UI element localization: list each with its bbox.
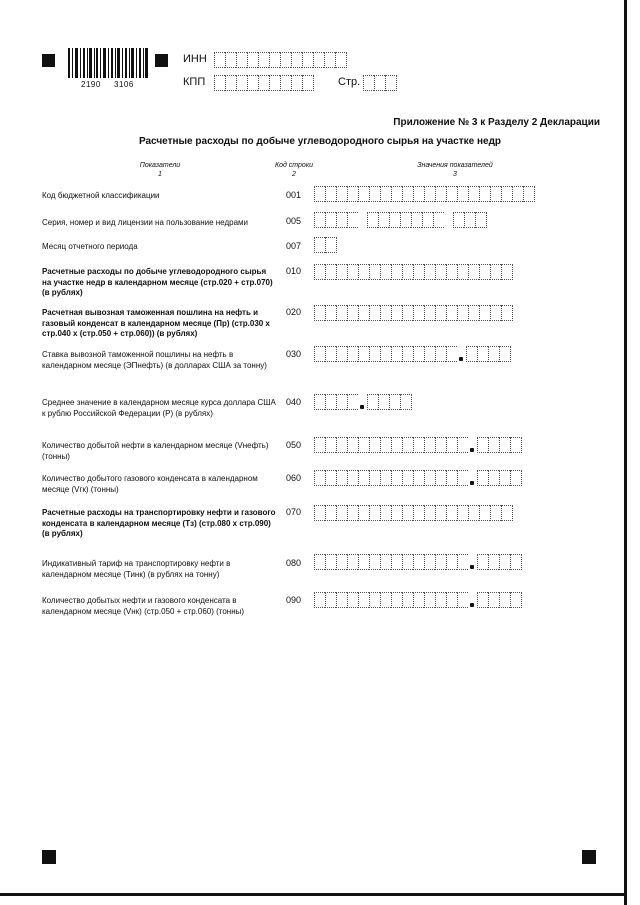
appendix-reference: Приложение № 3 к Разделу 2 Декларации: [393, 117, 600, 128]
column-header-indicators-name: Показатели: [139, 162, 181, 169]
column-header-indicators: [110, 161, 210, 179]
corner-marker-bottom-left: [42, 850, 56, 864]
row-label-070: Расчетные расходы на транспортировку нефти и газового конденсата в календарном месяце (Тз) (стр.080 х стр.090) (в рублях): [42, 508, 276, 538]
column-header-values-name: Значения показателей: [417, 162, 493, 169]
value-field-007[interactable]: [314, 237, 337, 253]
row-label-080: Индикативный тариф на транспортировку нефти в календарном месяце (Тинк) (в рублях на тонну): [42, 559, 231, 579]
value-field-080[interactable]: [314, 554, 522, 570]
column-header-line-code: [264, 161, 324, 179]
column-header-line-code-name: Код строки: [274, 162, 314, 169]
row-code-020: 020: [286, 307, 302, 317]
row-label-090: Количество добытых нефти и газового конденсата в календарном месяце (Vнк) (стр.050 + стр.060) (тонны): [42, 596, 245, 616]
row-code-080: 080: [286, 558, 302, 568]
corner-marker-top-mid: [155, 54, 168, 67]
barcode-number-left: 2190: [81, 80, 101, 89]
kpp-field[interactable]: [214, 75, 314, 91]
row-label-030: Ставка вывозной таможенной пошлины на нефть в календарном месяце (ЭПнефть) (в долларах США за тонну): [42, 350, 267, 370]
decimal-point-icon: [358, 394, 367, 410]
row-code-060: 060: [286, 473, 302, 483]
scan-edge-bottom: [0, 893, 627, 896]
row-code-070: 070: [286, 507, 302, 517]
inn-label: ИНН: [183, 53, 207, 65]
value-field-040[interactable]: [314, 394, 412, 410]
scan-edge-right: [624, 0, 627, 905]
decimal-point-icon: [468, 470, 477, 486]
value-field-050[interactable]: [314, 437, 522, 453]
row-label-010: Расчетные расходы по добыче углеводородного сырья на участке недр в календарном месяце (стр.020 + стр.070) (в рублях): [42, 267, 273, 297]
barcode-icon: [68, 48, 148, 78]
value-field-070[interactable]: [314, 505, 513, 521]
row-code-005: 005: [286, 216, 302, 226]
column-header-line-code-number: 2: [292, 171, 296, 178]
row-code-001: 001: [286, 190, 302, 200]
row-code-010: 010: [286, 266, 302, 276]
value-field-010[interactable]: [314, 264, 513, 280]
row-label-005: Серия, номер и вид лицензии на пользование недрами: [42, 218, 248, 227]
column-header-values-number: 3: [453, 171, 457, 178]
decimal-point-icon: [468, 437, 477, 453]
value-field-030[interactable]: [314, 346, 511, 362]
value-field-060[interactable]: [314, 470, 522, 486]
row-code-007: 007: [286, 241, 302, 251]
row-label-020: Расчетная вывозная таможенная пошлина на нефть и газовый конденсат в календарном месяце (Пр) (стр.030 х стр.040 х (стр.050 + стр.060)) (в рублях): [42, 308, 270, 338]
decimal-point-icon: [468, 592, 477, 608]
page-label: Стр.: [338, 76, 361, 88]
value-field-001[interactable]: [314, 186, 535, 202]
value-field-005[interactable]: [314, 212, 487, 228]
inn-field[interactable]: [214, 52, 347, 68]
row-code-040: 040: [286, 397, 302, 407]
row-label-001: Код бюджетной классификации: [42, 191, 160, 200]
decimal-point-icon: [457, 346, 466, 362]
value-field-090[interactable]: [314, 592, 522, 608]
barcode-number-right: 3106: [114, 80, 134, 89]
form-title: Расчетные расходы по добыче углеводородного сырья на участке недр: [138, 136, 502, 147]
corner-marker-bottom-right: [582, 850, 596, 864]
row-label-040: Среднее значение в календарном месяце курса доллара США к рублю Российской Федерации (Р) (в рублях): [42, 398, 276, 418]
row-code-050: 050: [286, 440, 302, 450]
kpp-label: КПП: [183, 76, 206, 88]
row-code-090: 090: [286, 595, 302, 605]
decimal-point-icon: [468, 554, 477, 570]
column-header-indicators-number: 1: [158, 171, 162, 178]
row-label-007: Месяц отчетного периода: [42, 242, 138, 251]
page-number-field[interactable]: [363, 75, 397, 91]
row-code-030: 030: [286, 349, 302, 359]
value-field-020[interactable]: [314, 305, 513, 321]
row-label-060: Количество добытого газового конденсата в календарном месяце (Vгк) (тонны): [42, 474, 258, 494]
corner-marker-top-left: [42, 54, 55, 67]
row-label-050: Количество добытой нефти в календарном месяце (Vнефть) (тонны): [42, 441, 269, 461]
column-header-values: [375, 161, 535, 179]
